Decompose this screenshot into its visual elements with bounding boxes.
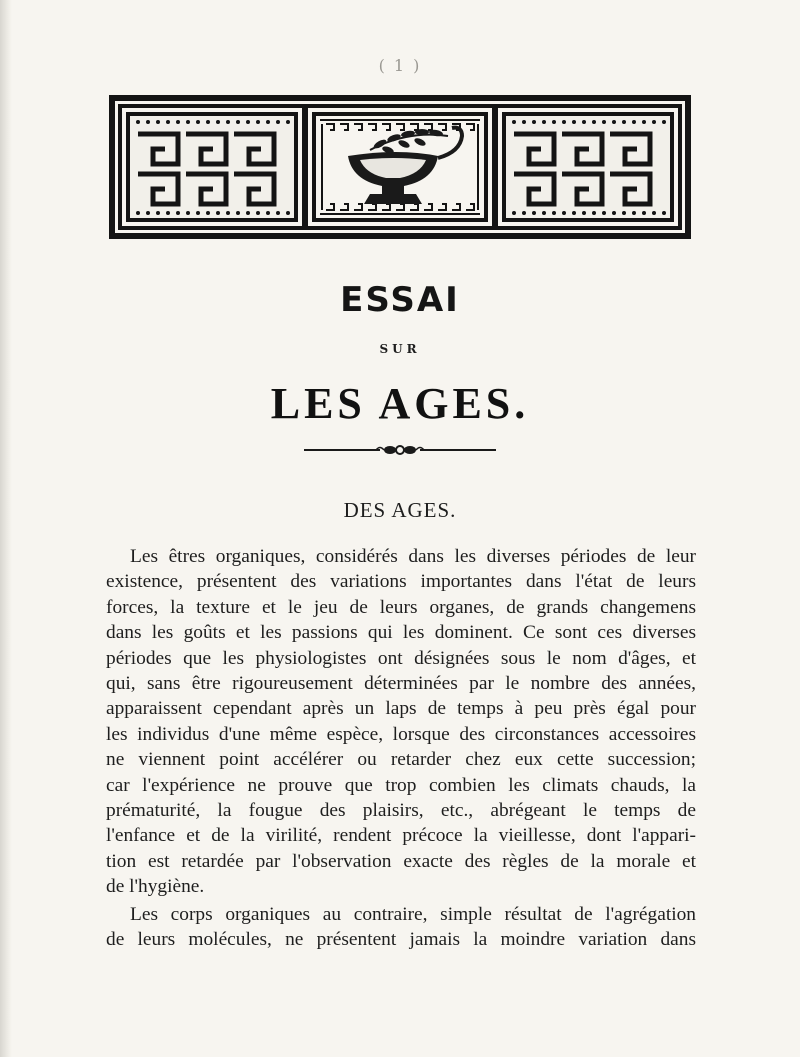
headpiece-ornament <box>108 94 692 240</box>
text-line: forces, la texture et le jeu de leurs organes, de grands changemens <box>106 596 696 618</box>
text-line: de l'hygiène. <box>106 876 205 898</box>
book-title: ESSAI <box>340 280 460 320</box>
text-line: prématurité, la fougue des plaisirs, etc., abrégeant le temps de <box>106 800 696 822</box>
center-vase-panel <box>308 108 492 226</box>
flourish-divider-icon <box>300 440 500 460</box>
text-line: de leurs molécules, ne présentent jamais la moindre variation dans <box>106 929 696 951</box>
decorative-rule <box>300 440 500 460</box>
text-line: apparaissent cependant après un laps de temps à peu près égal pour <box>106 698 696 720</box>
paragraph-1 <box>106 544 696 900</box>
text-line: tion est retardée par l'observation exacte des règles de la morale et <box>106 850 696 872</box>
right-meander-panel <box>498 108 678 226</box>
text-line: dans les goûts et les passions qui les dominent. Ce sont ces diverses <box>106 622 696 644</box>
text-line: existence, présentent des variations importantes dans l'état de leurs <box>106 571 696 593</box>
text-line: Les corps organiques au contraire, simple résultat de l'agrégation <box>130 903 696 925</box>
body-text <box>106 544 696 953</box>
section-heading: DES AGES. <box>343 498 457 522</box>
text-line: qui, sans être rigoureusement déterminées par le nombre des années, <box>106 673 696 695</box>
page-binding-edge <box>0 0 12 1057</box>
text-line: Les êtres organiques, considérés dans les diverses périodes de leur <box>130 546 696 567</box>
title-connector: SUR <box>379 342 421 356</box>
text-line: car l'expérience ne prouve que trop combien les climats chauds, la <box>106 774 696 796</box>
text-line: les individus d'une même espèce, lorsque des circonstances accessoires <box>106 723 696 745</box>
greek-key-ornament-icon <box>108 94 692 240</box>
text-line: ne viennent point accélérer ou retarder chez eux cette succession; <box>106 749 696 771</box>
paragraph-2 <box>106 902 696 953</box>
page-folio: ( 1 ) <box>378 56 422 75</box>
text-line: l'enfance et de la virilité, rendent précoce la vieillesse, dont l'appari- <box>106 825 696 847</box>
left-meander-panel <box>122 108 302 226</box>
book-subtitle: LES AGES. <box>270 379 530 428</box>
text-line: périodes que les physiologistes ont désignées sous le nom d'âges, et <box>106 647 696 669</box>
